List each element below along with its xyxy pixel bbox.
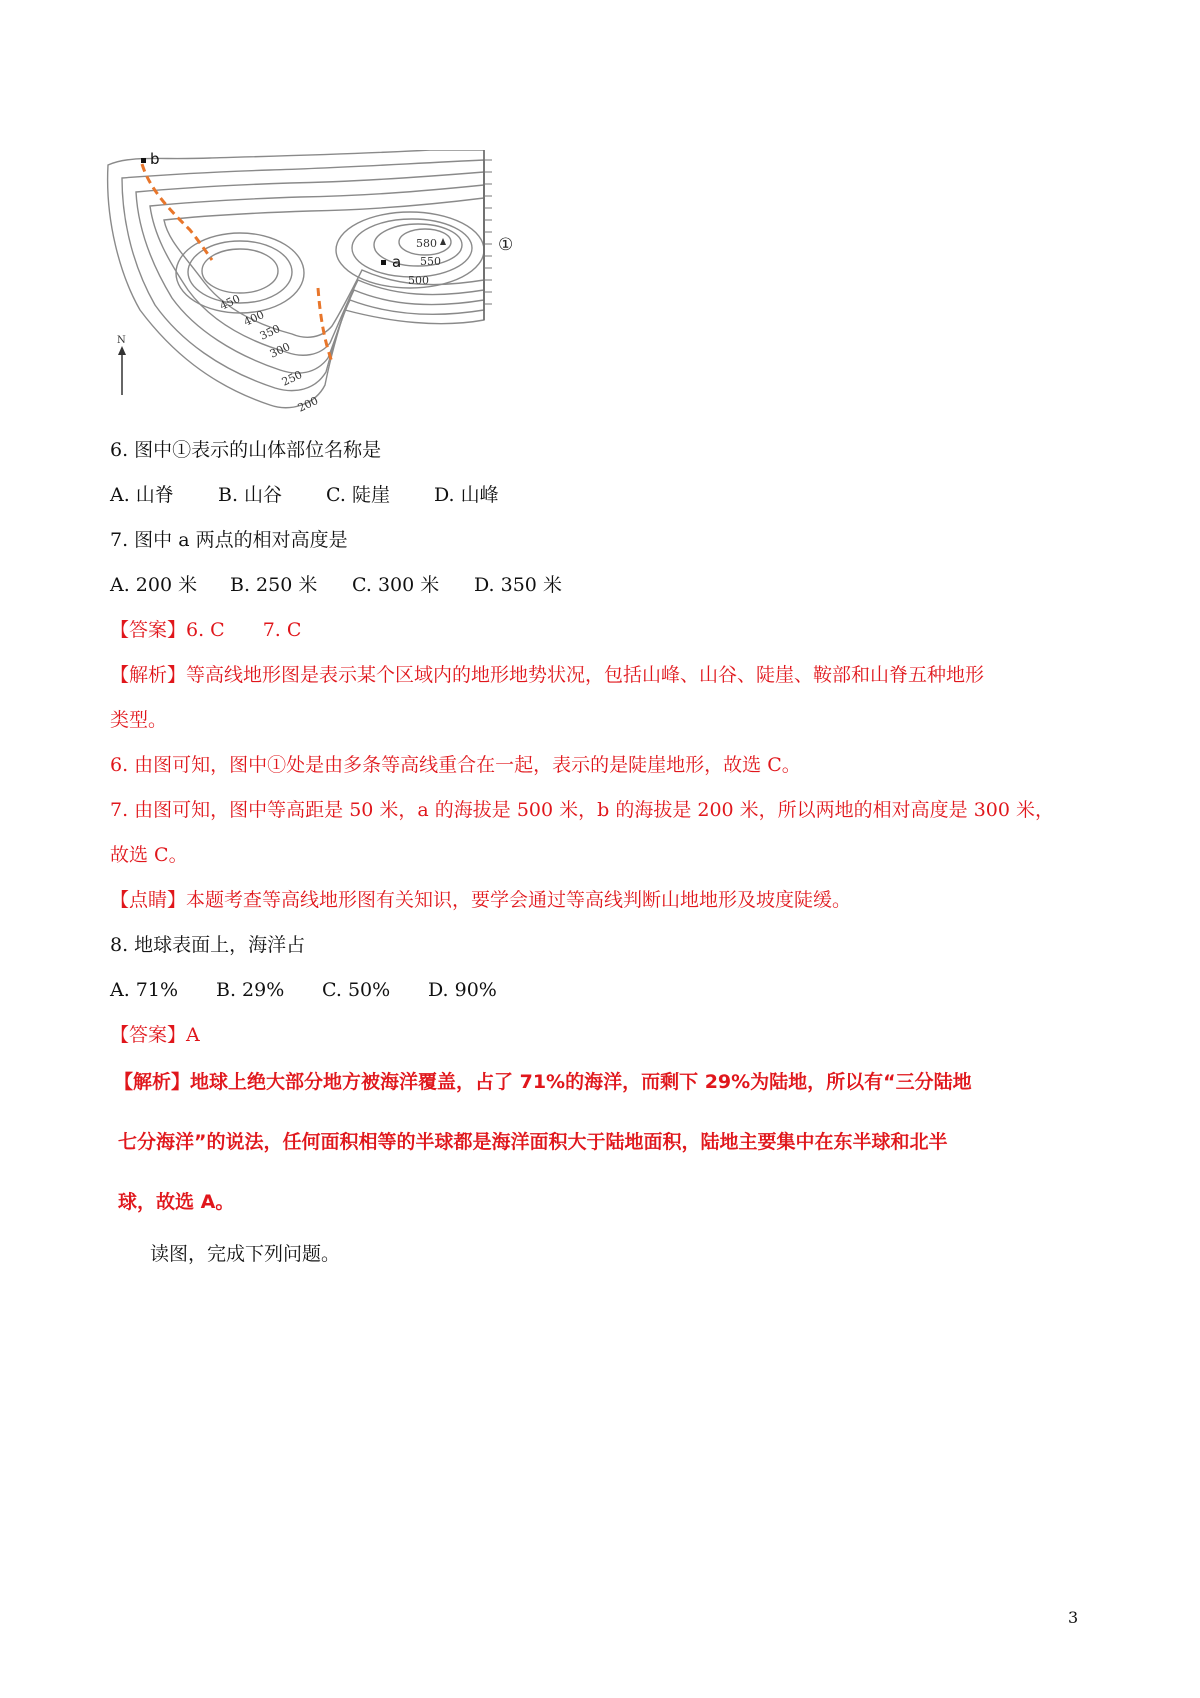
contour-label-400: 400	[241, 308, 267, 329]
marker-1-label: ①	[498, 235, 514, 255]
q6-option-d: D. 山峰	[434, 484, 499, 506]
point-b-marker	[141, 158, 146, 163]
summit-icon	[440, 238, 446, 245]
point-a-label: a	[392, 253, 402, 271]
q7-stem: 7. 图中 a 两点的相对高度是	[110, 529, 348, 551]
q7-option-d: D. 350 米	[474, 574, 562, 596]
q7-option-c: C. 300 米	[352, 574, 440, 596]
analysis-6-7-line4: 7. 由图可知，图中等高距是 50 米，a 的海拔是 500 米，b 的海拔是 200 米，所以两地的相对高度是 300 米，	[110, 799, 1055, 821]
page-number: 3	[1068, 1608, 1079, 1627]
q6-option-a: A. 山脊	[110, 484, 174, 506]
q8-options	[110, 976, 497, 1004]
analysis-6-7-line1: 【解析】等高线地形图是表示某个区域内的地形地势状况，包括山峰、山谷、陡崖、鞍部和山脊五种地形	[110, 664, 985, 686]
q6-options	[110, 481, 499, 509]
tip: 【点睛】本题考查等高线地形图有关知识，要学会通过等高线判断山地地形及坡度陡缓。	[110, 889, 852, 911]
contour-label-580: 580	[416, 237, 437, 250]
answer-6-7: 【答案】6. C 7. C	[110, 619, 302, 641]
contour-label-250: 250	[279, 368, 305, 389]
q7-options	[110, 571, 562, 599]
q8-option-c: C. 50%	[322, 979, 391, 1001]
q7-option-b: B. 250 米	[230, 574, 318, 596]
analysis-8-line1: 【解析】地球上绝大部分地方被海洋覆盖，占了 71%的海洋，而剩下 29%为陆地，所以有“三分陆地	[114, 1071, 972, 1093]
analysis-6-7-line5: 故选 C。	[110, 844, 188, 866]
q6-option-b: B. 山谷	[218, 484, 283, 506]
q8-option-b: B. 29%	[216, 979, 285, 1001]
north-label: N	[117, 335, 126, 346]
contour-label-300: 300	[267, 340, 293, 361]
contour-label-200: 200	[295, 394, 321, 415]
analysis-6-7-line2: 类型。	[110, 709, 168, 731]
analysis-8-line3: 球，故选 A。	[118, 1191, 235, 1213]
analysis-8-line2: 七分海洋”的说法，任何面积相等的半球都是海洋面积大于陆地面积，陆地主要集中在东半球和北半	[118, 1131, 948, 1153]
contour-label-550: 550	[420, 255, 441, 268]
point-b-label: b	[150, 150, 160, 168]
contour-label-500: 500	[408, 274, 429, 287]
answer-8: 【答案】A	[110, 1024, 200, 1046]
point-a-marker	[381, 260, 386, 265]
contour-label-350: 350	[257, 322, 283, 343]
q6-stem: 6. 图中①表示的山体部位名称是	[110, 439, 382, 461]
contour-label-450: 450	[217, 292, 243, 313]
contour-map	[100, 150, 580, 450]
q7-option-a: A. 200 米	[110, 574, 198, 596]
analysis-6-7-line3: 6. 由图可知，图中①处是由多条等高线重合在一起，表示的是陡崖地形，故选 C。	[110, 754, 801, 776]
instruction: 读图，完成下列问题。	[150, 1243, 341, 1265]
q6-option-c: C. 陡崖	[326, 484, 390, 506]
q8-option-a: A. 71%	[110, 979, 179, 1001]
valley-line-west	[142, 164, 212, 260]
q8-stem: 8. 地球表面上，海洋占	[110, 934, 306, 956]
q8-option-d: D. 90%	[428, 979, 497, 1001]
